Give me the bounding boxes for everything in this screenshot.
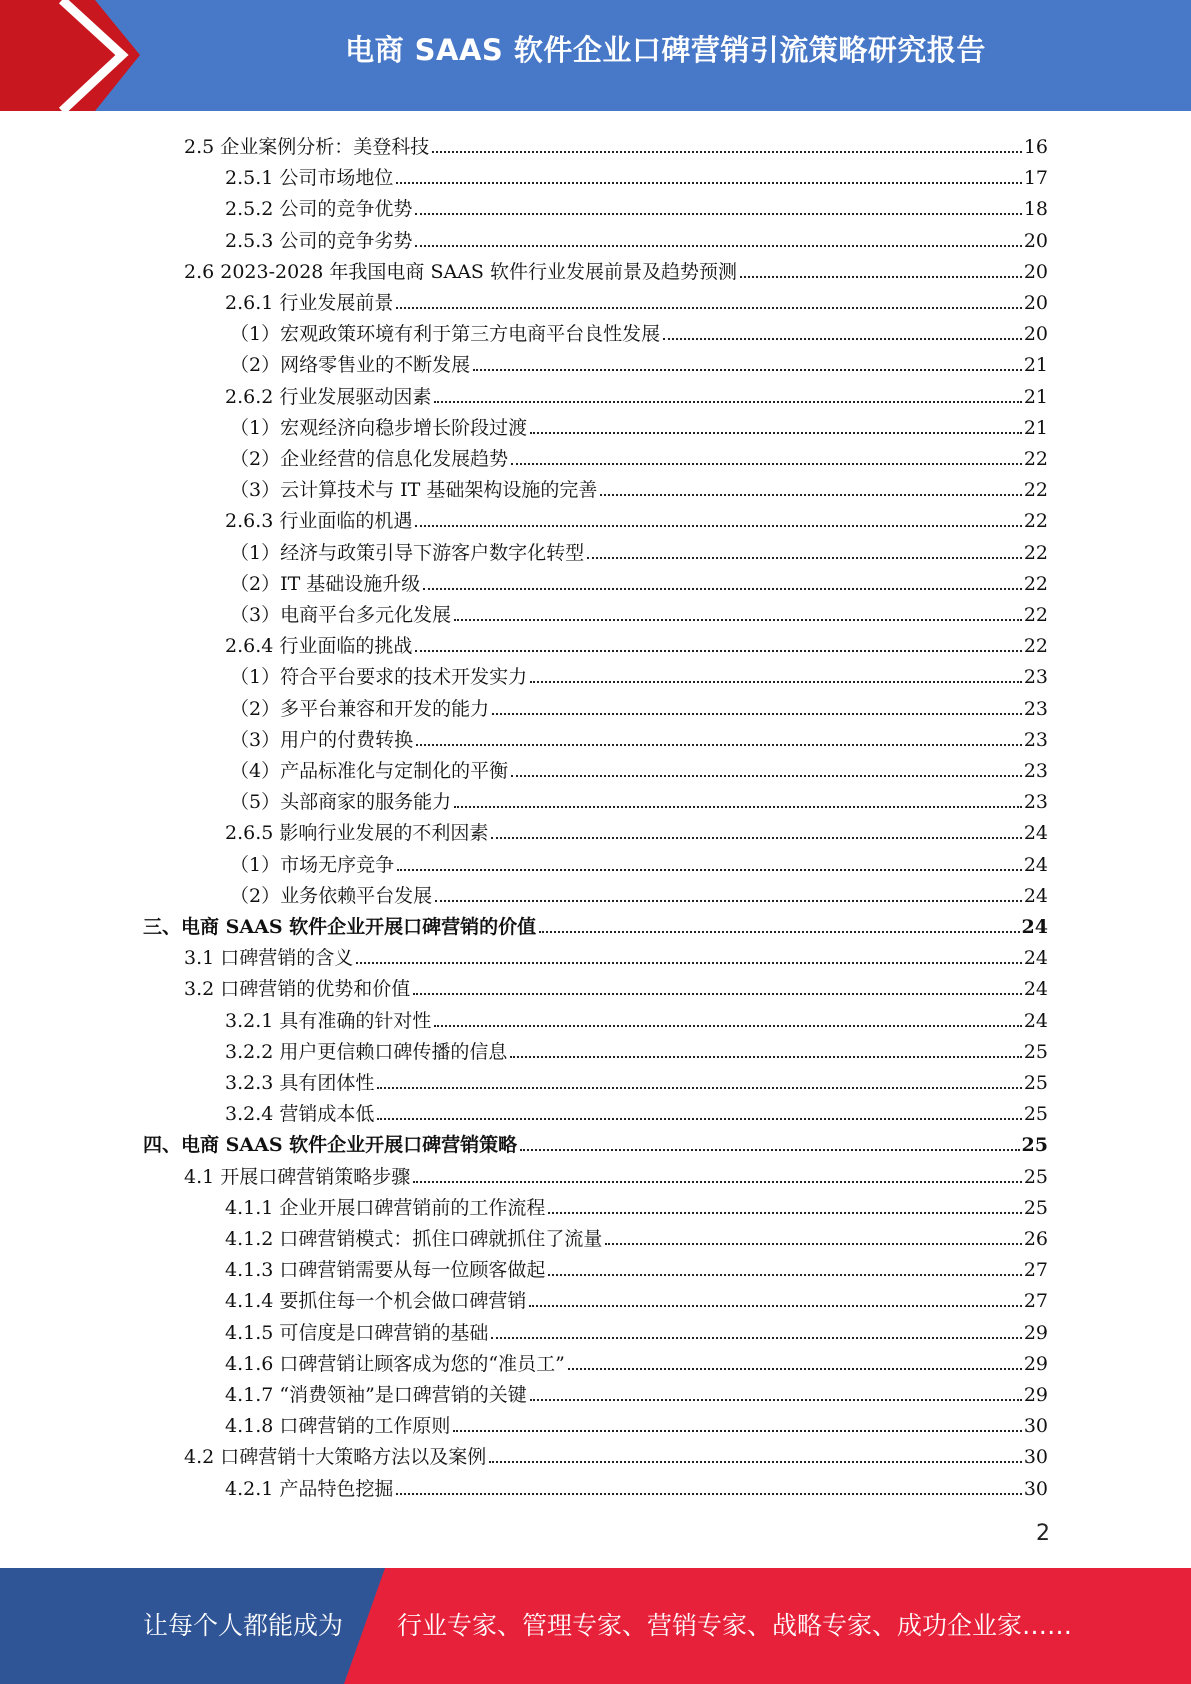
toc-dot-leader — [605, 1243, 1021, 1245]
toc-dot-leader — [434, 1025, 1021, 1027]
toc-entry-label: （3）用户的付费转换 — [230, 728, 414, 751]
toc-dot-leader — [397, 869, 1022, 871]
toc-entry[interactable] — [184, 1438, 1048, 1469]
toc-dot-leader — [492, 713, 1022, 715]
toc-entry-page: 25 — [1023, 1103, 1048, 1126]
toc-entry[interactable] — [143, 1126, 1048, 1157]
toc-entry-label: （1）宏观政策环境有利于第三方电商平台良性发展 — [230, 323, 661, 346]
toc-entry-page: 29 — [1023, 1321, 1048, 1344]
toc-entry-page: 21 — [1023, 354, 1048, 377]
toc-entry[interactable] — [184, 1158, 1048, 1189]
toc-dot-leader — [740, 276, 1022, 278]
toc-entry-page: 22 — [1023, 510, 1048, 533]
toc-entry[interactable] — [225, 1033, 1048, 1064]
toc-entry-label: （2）业务依赖平台发展 — [230, 884, 433, 907]
toc-dot-leader — [377, 1118, 1021, 1120]
toc-entry[interactable] — [230, 783, 1048, 814]
toc-entry-page: 17 — [1023, 167, 1048, 190]
toc-entry-label: 4.1.7 “消费领袖”是口碑营销的关键 — [225, 1384, 527, 1406]
toc-entry-page: 27 — [1023, 1259, 1048, 1282]
toc-dot-leader — [396, 307, 1021, 309]
toc-entry-page: 25 — [1023, 1196, 1048, 1219]
toc-entry-page: 25 — [1023, 1165, 1048, 1188]
toc-entry[interactable] — [230, 846, 1048, 877]
toc-entry-page: 21 — [1023, 385, 1048, 408]
toc-entry-page: 29 — [1023, 1352, 1048, 1375]
header-arrow-decoration — [0, 0, 140, 111]
toc-entry[interactable] — [230, 690, 1048, 721]
toc-entry-page: 18 — [1023, 198, 1048, 221]
toc-entry-page: 24 — [1023, 884, 1048, 907]
toc-entry-label: 2.6 2023-2028 年我国电商 SAAS 软件行业发展前景及趋势预测 — [184, 260, 737, 283]
toc-entry-page: 25 — [1021, 1134, 1048, 1157]
toc-entry[interactable] — [225, 1407, 1048, 1438]
toc-dot-leader — [491, 837, 1021, 839]
toc-dot-leader — [416, 744, 1022, 746]
toc-dot-leader — [530, 681, 1022, 683]
toc-entry-label: （1）经济与政策引导下游客户数字化转型 — [230, 541, 585, 564]
toc-entry[interactable] — [225, 190, 1048, 221]
toc-entry-label: 2.5.2 公司的竞争优势 — [225, 198, 413, 221]
toc-dot-leader — [473, 369, 1022, 371]
toc-entry-page: 22 — [1023, 604, 1048, 626]
toc-dot-leader — [489, 1461, 1022, 1463]
toc-entry-page: 24 — [1023, 853, 1048, 876]
toc-entry[interactable] — [184, 939, 1048, 970]
toc-dot-leader — [435, 900, 1022, 902]
toc-entry[interactable] — [230, 534, 1048, 565]
toc-entry-page: 22 — [1023, 572, 1048, 595]
toc-entry[interactable] — [225, 1345, 1048, 1376]
toc-dot-leader — [434, 401, 1021, 403]
toc-entry-page: 23 — [1023, 760, 1048, 782]
toc-dot-leader — [530, 432, 1022, 434]
toc-dot-leader — [539, 931, 1019, 933]
toc-entry-label: 4.1.8 口碑营销的工作原则 — [225, 1415, 451, 1438]
toc-dot-leader — [396, 1493, 1021, 1495]
toc-dot-leader — [511, 775, 1022, 777]
toc-entry[interactable] — [230, 409, 1048, 440]
toc-entry-page: 22 — [1023, 635, 1048, 658]
toc-entry-page: 23 — [1023, 697, 1048, 720]
toc-entry-page: 22 — [1023, 541, 1048, 564]
toc-dot-leader — [454, 806, 1022, 808]
toc-entry[interactable] — [225, 1002, 1048, 1033]
toc-entry[interactable] — [225, 284, 1048, 315]
toc-entry-label: 3.2 口碑营销的优势和价值 — [184, 978, 411, 1001]
toc-entry-label: （5）头部商家的服务能力 — [230, 791, 452, 814]
toc-entry-label: （4）产品标准化与定制化的平衡 — [230, 760, 509, 782]
page-number: 2 — [1036, 1521, 1050, 1546]
toc-entry-page: 22 — [1023, 479, 1048, 502]
toc-entry-page: 23 — [1023, 728, 1048, 751]
toc-dot-leader — [548, 1212, 1021, 1214]
toc-dot-leader — [415, 525, 1021, 527]
toc-entry-page: 21 — [1023, 416, 1048, 439]
toc-dot-leader — [454, 619, 1022, 621]
toc-entry[interactable] — [225, 1376, 1048, 1407]
toc-entry[interactable] — [225, 1282, 1048, 1313]
toc-entry-label: （2）IT 基础设施升级 — [230, 572, 421, 595]
toc-entry-page: 30 — [1023, 1446, 1048, 1469]
toc-dot-leader — [415, 245, 1021, 247]
toc-entry-page: 20 — [1023, 323, 1048, 346]
toc-dot-leader — [396, 182, 1021, 184]
toc-entry-label: 4.1.3 口碑营销需要从每一位顾客做起 — [225, 1259, 546, 1282]
toc-dot-leader — [415, 650, 1021, 652]
toc-entry[interactable] — [225, 627, 1048, 658]
toc-entry-label: （2）企业经营的信息化发展趋势 — [230, 448, 509, 470]
toc-entry[interactable] — [225, 502, 1048, 533]
toc-entry[interactable] — [225, 1189, 1048, 1220]
toc-entry[interactable] — [225, 1220, 1048, 1251]
toc-entry[interactable] — [230, 315, 1048, 346]
toc-entry-label: 四、电商 SAAS 软件企业开展口碑营销策略 — [143, 1134, 518, 1157]
toc-entry-label: 4.2 口碑营销十大策略方法以及案例 — [184, 1446, 487, 1469]
toc-entry-label: 4.2.1 产品特色挖掘 — [225, 1477, 394, 1500]
toc-entry[interactable] — [230, 658, 1048, 689]
toc-entry-page: 25 — [1023, 1040, 1048, 1063]
toc-dot-leader — [413, 1181, 1022, 1183]
toc-entry-label: （1）市场无序竞争 — [230, 853, 395, 876]
footer-slogan-right: 行业专家、管理专家、营销专家、战略专家、成功企业家…… — [397, 1611, 1073, 1640]
toc-entry-label: 3.2.3 具有团体性 — [225, 1072, 375, 1094]
toc-entry[interactable] — [225, 814, 1048, 845]
toc-dot-leader — [377, 1087, 1021, 1089]
toc-dot-leader — [511, 463, 1022, 465]
toc-entry[interactable] — [230, 471, 1048, 502]
toc-entry-label: （2）网络零售业的不断发展 — [230, 354, 471, 377]
toc-entry-label: 2.6.2 行业发展驱动因素 — [225, 385, 432, 408]
toc-entry[interactable] — [225, 1064, 1048, 1095]
toc-entry-page: 16 — [1023, 136, 1048, 158]
toc-entry-page: 29 — [1023, 1384, 1048, 1406]
toc-entry-label: （3）云计算技术与 IT 基础架构设施的完善 — [230, 479, 598, 502]
toc-entry-page: 24 — [1023, 1009, 1048, 1032]
toc-dot-leader — [510, 1056, 1021, 1058]
toc-dot-leader — [423, 588, 1022, 590]
toc-entry-label: 2.5.3 公司的竞争劣势 — [225, 229, 413, 252]
toc-entry-label: 三、电商 SAAS 软件企业开展口碑营销的价值 — [143, 916, 537, 938]
toc-entry-label: 4.1.4 要抓住每一个机会做口碑营销 — [225, 1290, 527, 1313]
toc-entry-label: 4.1.5 可信度是口碑营销的基础 — [225, 1321, 489, 1344]
toc-entry[interactable] — [225, 1314, 1048, 1345]
toc-entry[interactable] — [225, 1251, 1048, 1282]
toc-entry-label: 4.1 开展口碑营销策略步骤 — [184, 1165, 411, 1188]
toc-entry[interactable] — [230, 752, 1048, 783]
page-footer — [0, 1568, 1191, 1684]
toc-dot-leader — [415, 213, 1021, 215]
toc-entry[interactable] — [230, 721, 1048, 752]
toc-entry[interactable] — [184, 970, 1048, 1001]
toc-entry-page: 23 — [1023, 791, 1048, 814]
toc-entry-label: 2.6.3 行业面临的机遇 — [225, 510, 413, 533]
toc-entry-page: 24 — [1023, 947, 1048, 970]
toc-entry-page: 23 — [1023, 666, 1048, 689]
toc-entry-page: 26 — [1023, 1228, 1048, 1250]
toc-dot-leader — [432, 151, 1022, 153]
toc-entry-label: 4.1.2 口碑营销模式：抓住口碑就抓住了流量 — [225, 1228, 603, 1250]
page-header — [0, 0, 1191, 111]
toc-entry-label: 2.6.1 行业发展前景 — [225, 292, 394, 314]
header-title: 电商 SAAS 软件企业口碑营销引流策略研究报告 — [345, 33, 986, 67]
toc-entry[interactable] — [184, 253, 1048, 284]
toc-entry[interactable] — [230, 346, 1048, 377]
toc-entry[interactable] — [230, 877, 1048, 908]
toc-entry-page: 27 — [1023, 1290, 1048, 1313]
toc-entry-label: 2.5 企业案例分析：美登科技 — [184, 136, 430, 158]
toc-entry-label: 3.2.4 营销成本低 — [225, 1103, 375, 1126]
toc-entry-label: （1）宏观经济向稳步增长阶段过渡 — [230, 416, 528, 439]
toc-dot-leader — [548, 1274, 1021, 1276]
toc-entry[interactable] — [225, 1095, 1048, 1126]
toc-entry-label: 2.6.4 行业面临的挑战 — [225, 635, 413, 658]
toc-entry-page: 30 — [1023, 1415, 1048, 1438]
toc-entry-label: 4.1.6 口碑营销让顾客成为您的“准员工” — [225, 1352, 565, 1375]
toc-dot-leader — [356, 962, 1022, 964]
toc-entry[interactable] — [225, 378, 1048, 409]
toc-dot-leader — [520, 1149, 1019, 1151]
toc-entry-page: 30 — [1023, 1477, 1048, 1500]
toc-dot-leader — [587, 557, 1022, 559]
toc-entry-label: 3.2.1 具有准确的针对性 — [225, 1009, 432, 1032]
toc-entry-label: （1）符合平台要求的技术开发实力 — [230, 666, 528, 689]
toc-entry[interactable] — [143, 908, 1048, 939]
toc-entry[interactable] — [184, 128, 1048, 159]
toc-entry[interactable] — [230, 596, 1048, 627]
toc-dot-leader — [491, 1337, 1021, 1339]
toc-dot-leader — [413, 993, 1022, 995]
toc-dot-leader — [600, 494, 1021, 496]
toc-entry-page: 22 — [1023, 448, 1048, 470]
toc-dot-leader — [663, 338, 1022, 340]
toc-entry-label: （3）电商平台多元化发展 — [230, 604, 452, 626]
toc-entry-page: 20 — [1023, 292, 1048, 314]
toc-entry[interactable] — [225, 222, 1048, 253]
toc-entry-label: （2）多平台兼容和开发的能力 — [230, 697, 490, 720]
toc-dot-leader — [453, 1430, 1021, 1432]
toc-dot-leader — [530, 1399, 1022, 1401]
toc-entry-label: 2.6.5 影响行业发展的不利因素 — [225, 822, 489, 845]
toc-entry-label: 3.1 口碑营销的含义 — [184, 947, 354, 970]
toc-entry-page: 24 — [1023, 822, 1048, 845]
toc-entry-label: 2.5.1 公司市场地位 — [225, 167, 394, 190]
toc-dot-leader — [568, 1368, 1022, 1370]
toc-entry-page: 25 — [1023, 1072, 1048, 1094]
footer-slogan-left: 让每个人都能成为 — [143, 1611, 344, 1640]
toc-entry[interactable] — [225, 1470, 1048, 1501]
toc-entry-page: 24 — [1021, 916, 1048, 938]
toc-entry-label: 3.2.2 用户更信赖口碑传播的信息 — [225, 1040, 508, 1063]
toc-entry-page: 20 — [1023, 229, 1048, 252]
toc-entry-page: 24 — [1023, 978, 1048, 1001]
toc-dot-leader — [529, 1305, 1021, 1307]
toc-entry[interactable] — [230, 565, 1048, 596]
toc-entry-page: 20 — [1023, 260, 1048, 283]
toc-entry[interactable] — [225, 159, 1048, 190]
toc-entry[interactable] — [230, 440, 1048, 471]
toc-entry-label: 4.1.1 企业开展口碑营销前的工作流程 — [225, 1196, 546, 1219]
